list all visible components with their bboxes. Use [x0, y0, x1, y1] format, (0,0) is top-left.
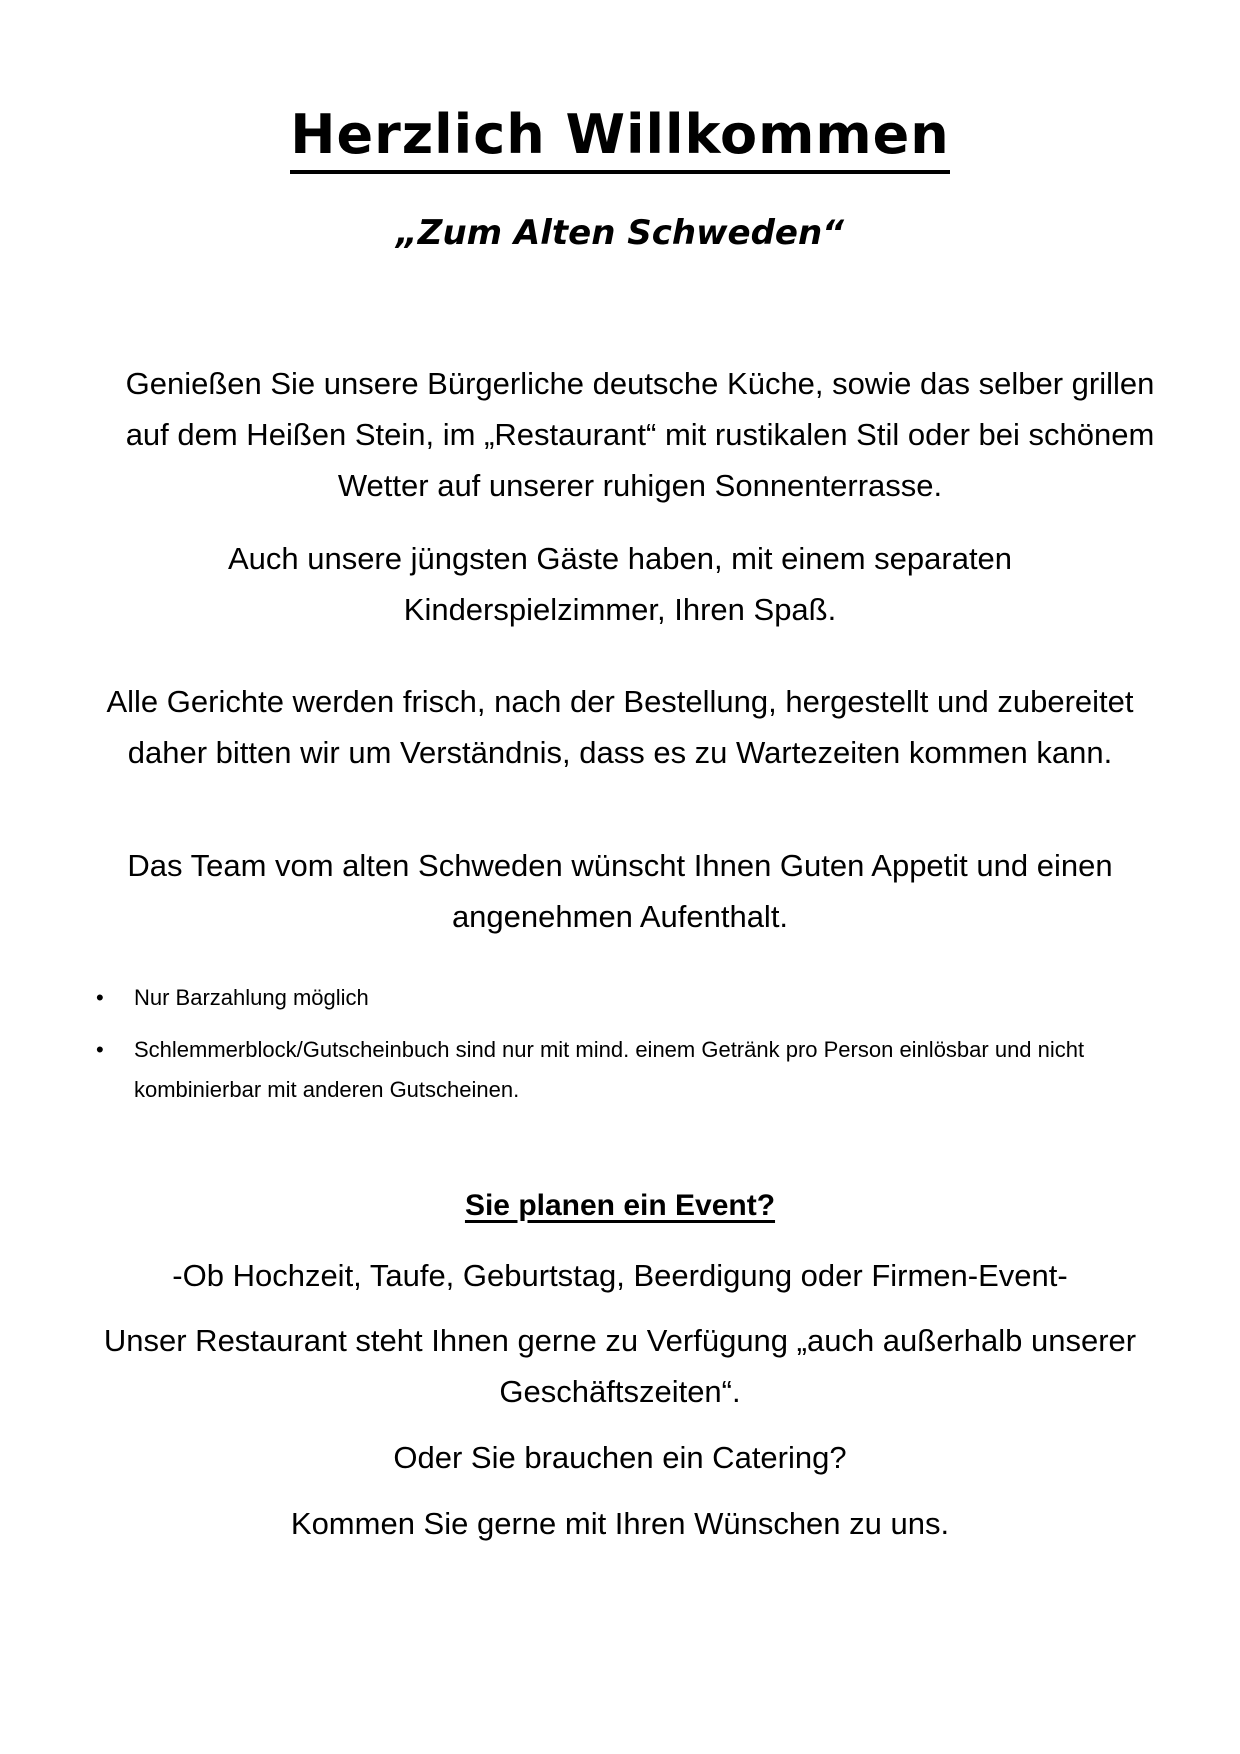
event-heading-text: Sie planen ein Event?: [464, 1189, 776, 1222]
event-invitation: Kommen Sie gerne mit Ihren Wünschen zu uns.: [290, 1506, 950, 1541]
event-availability: Unser Restaurant steht Ihnen gerne zu Verfügung „auch außerhalb unserer Geschäftszeiten“.: [103, 1323, 1137, 1409]
page-title: [0, 100, 1240, 170]
note-cash-only: Nur Barzahlung möglich: [134, 985, 369, 1010]
event-catering: Oder Sie brauchen ein Catering?: [393, 1440, 847, 1475]
intro-paragraph-greeting: Das Team vom alten Schweden wünscht Ihnen Guten Appetit und einen angenehmen Aufenthalt.: [127, 848, 1113, 934]
bullet-icon: •: [96, 985, 104, 1010]
note-voucher: Schlemmerblock/Gutscheinbuch sind nur mit mind. einem Getränk pro Person einlösbar und nicht kombinierbar mit anderen Gutscheinen.: [134, 1037, 1085, 1102]
page-title-text: Herzlich Willkommen: [290, 103, 949, 174]
notes-list: [96, 978, 1136, 1122]
list-item: [96, 1030, 1136, 1110]
list-item: [96, 978, 1136, 1018]
restaurant-name: „Zum Alten Schweden“: [395, 213, 845, 253]
intro-paragraph-kids: Auch unsere jüngsten Gäste haben, mit einem separaten Kinderspielzimmer, Ihren Spaß.: [227, 541, 1013, 627]
event-occasions: -Ob Hochzeit, Taufe, Geburtstag, Beerdigung oder Firmen-Event-: [172, 1258, 1068, 1293]
intro-paragraph-preparation: Alle Gerichte werden frisch, nach der Bestellung, hergestellt und zubereitet daher bitten wir um Verständnis, dass es zu Wartezeiten kommen kann.: [106, 684, 1134, 770]
event-heading: [0, 1184, 1240, 1228]
intro-paragraph-cuisine: Genießen Sie unsere Bürgerliche deutsche Küche, sowie das selber grillen auf dem Heißen Stein, im „Restaurant“ mit rustikalen Stil oder bei schönem Wetter auf unserer ruhigen Sonnenterrasse.: [125, 366, 1155, 503]
bullet-icon: •: [96, 1037, 104, 1062]
